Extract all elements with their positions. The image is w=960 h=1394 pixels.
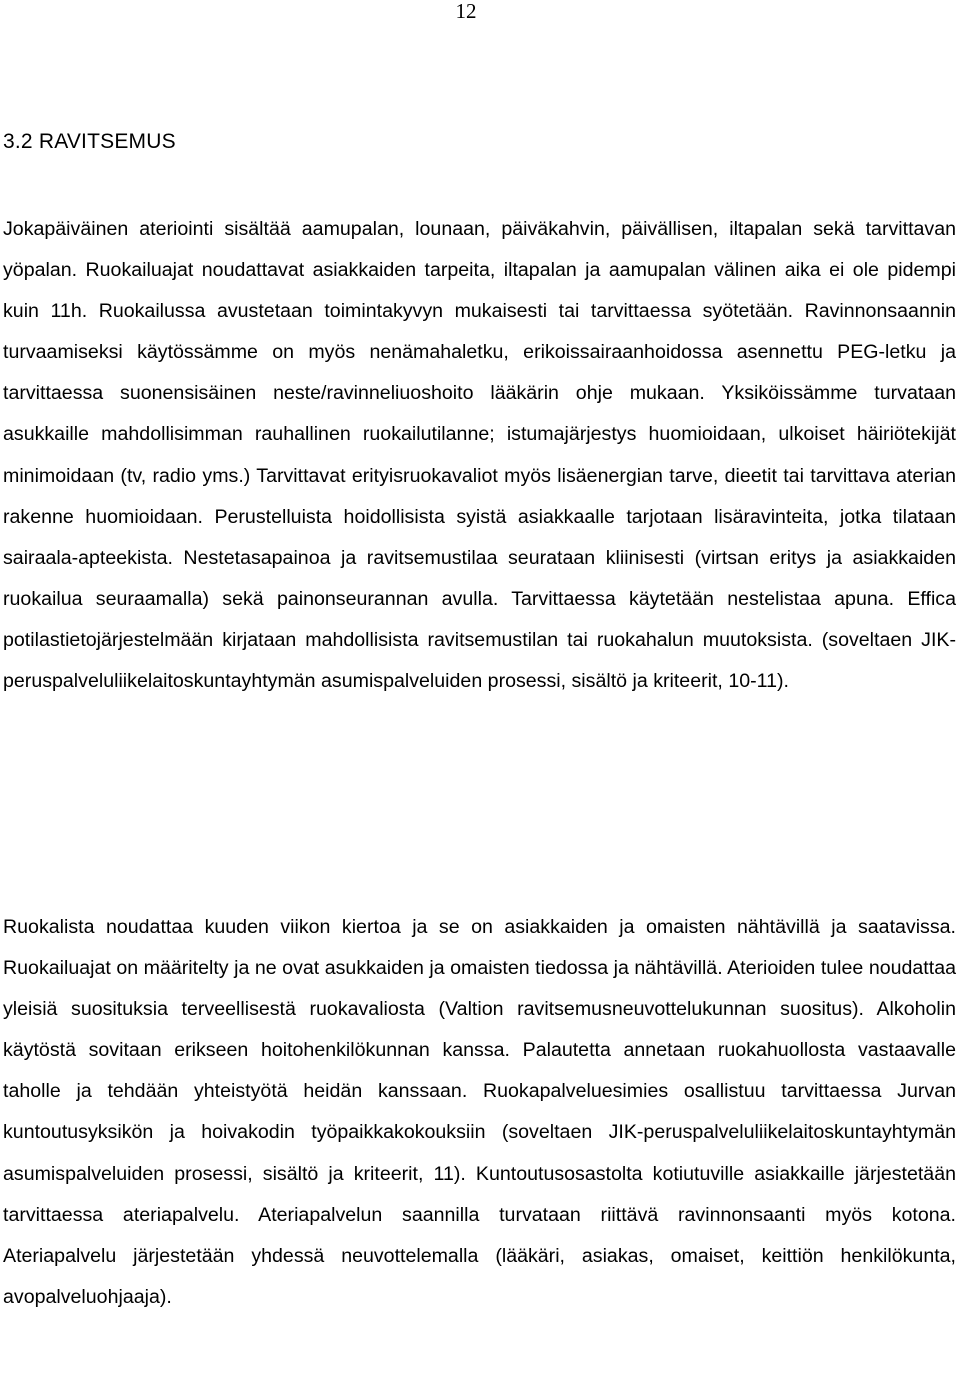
body-paragraph-2: [3, 907, 956, 1318]
section-heading: 3.2 RAVITSEMUS: [3, 130, 176, 153]
body-paragraph-1: [3, 209, 956, 702]
paragraph-text: Jokapäiväinen ateriointi sisältää aamupalan, lounaan, päiväkahvin, päivällisen, iltapalan sekä tarvittavan yöpalan. Ruokailuajat noudattavat asiakkaiden tarpeita, iltapalan ja aamupalan välinen aika ei ole pidempi kuin 11h. Ruokailussa avustetaan toimintakyvyn mukaisesti tai tarvittaessa syötetään. Ravinnonsaannin turvaamiseksi käytössämme on myös nenämahaletku, erikoissairaanhoidossa asennettu PEG-letku ja tarvittaessa suonensisäinen neste/ravinneliuoshoito lääkärin ohje mukaan. Yksiköissämme turvataan asukkaille mahdollisimman rauhallinen ruokailutilanne; istumajärjestys huomioidaan, ulkoiset häiriötekijät minimoidaan (tv, radio yms.) Tarvittavat erityisruokavaliot myös lisäenergian tarve, dieetit tai tarvittava aterian rakenne huomioidaan. Perustelluista hoidollisista syistä asiakkaalle tarjotaan lisäravinteita, jotka tilataan sairaala-apteekista. Nestetasapainoa ja ravitsemustilaa seurataan kliinisesti (virtsan eritys ja asiakkaiden ruokailua seuraamalla) sekä painonseurannan avulla. Tarvittaessa käytetään nestelistaa apuna. Effica potilastietojärjestelmään kirjataan mahdollisista ravitsemustilan tai ruokahalun muutoksista. (soveltaen JIK-peruspalveluliikelaitoskuntayhtymän asumispalveluiden prosessi, sisältö ja kriteerit, 10-11).: [3, 218, 956, 693]
page-number: 12: [455, 0, 477, 23]
paragraph-text: Ruokalista noudattaa kuuden viikon kiertoa ja se on asiakkaiden ja omaisten nähtävillä ja saatavissa. Ruokailuajat on määritelty ja ne ovat asukkaiden ja omaisten tiedossa ja nähtävillä. Aterioiden tulee noudattaa yleisiä suosituksia terveellisestä ruokavaliosta (Valtion ravitsemusneuvottelukunnan suositus). Alkoholin käytöstä sovitaan erikseen hoitohenkilökunnan kanssa. Palautetta annetaan ruokahuollosta vastaavalle taholle ja tehdään yhteistyötä heidän kanssaan. Ruokapalveluesimies osallistuu tarvittaessa Jurvan kuntoutusyksikön ja hoivakodin työpaikkakokouksiin (soveltaen JIK-peruspalveluliikelaitoskuntayhtymän asumispalveluiden prosessi, sisältö ja kriteerit, 11). Kuntoutusosastolta kotiutuville asiakkaille järjestetään tarvittaessa ateriapalvelu. Ateriapalvelun saannilla turvataan riittävä ravinnonsaanti myös kotona. Ateriapalvelu järjestetään yhdessä neuvottelemalla (lääkäri, asiakas, omaiset, keittiön henkilökunta, avopalveluohjaaja).: [3, 916, 956, 1308]
